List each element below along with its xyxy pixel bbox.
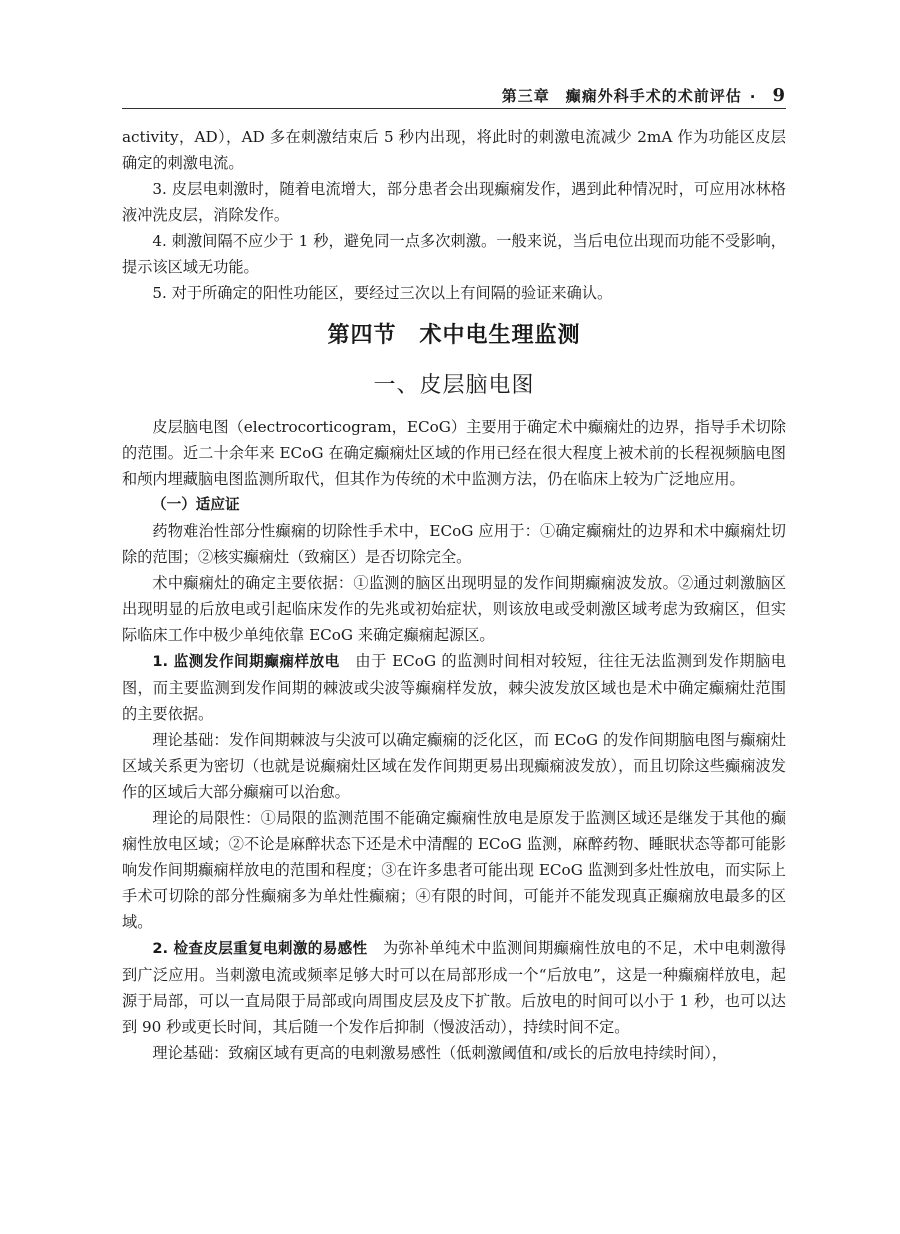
paragraph: 皮层脑电图（electrocorticogram，ECoG）主要用于确定术中癫痫灶的边界，指导手术切除的范围。近二十余年来 ECoG 在确定癫痫灶区域的作用已经在很大程度上被术前的长程视频脑电图和颅内埋藏脑电图监测所取代，但其作为传统的术中监测方法，仍在临床上较为广泛地应用。 xyxy=(122,418,786,488)
item-text: 由于 ECoG 的监测时间相对较短，往往无法监测到发作期脑电图，而主要监测到发作间期的棘波或尖波等癫痫样发放，棘尖波发放区域也是术中确定癫痫灶范围的主要依据。 xyxy=(122,652,787,723)
item-lead: 2. 检查皮层重复电刺激的易感性 xyxy=(152,940,368,957)
page-number: 9 xyxy=(772,85,786,106)
paragraph xyxy=(122,935,786,1040)
header-rule xyxy=(122,108,786,109)
paragraph: 理论基础：致痫区域有更高的电刺激易感性（低刺激阈值和/或长的后放电持续时间）， xyxy=(152,1044,728,1062)
paragraph: 理论的局限性：①局限的监测范围不能确定癫痫性放电是原发于监测区域还是继发于其他的癫痫性放电区域；②不论是麻醉状态下还是术中清醒的 ECoG 监测，麻醉药物、睡眠状态等都可能影响发作间期癫痫样放电的范围和程度；③在许多患者可能出现 ECoG 监测到多灶性放电，而实际上手术可切除的部分性癫痫多为单灶性癫痫；④有限的时间，可能并不能发现真正癫痫放电最多的区域。 xyxy=(122,809,786,931)
paragraph: 术中癫痫灶的确定主要依据：①监测的脑区出现明显的发作间期癫痫波发放。②通过刺激脑区出现明显的后放电或引起临床发作的先兆或初始症状，则该放电或受刺激区域考虑为致痫区，但实际临床工作中极少单纯依靠 ECoG 来确定癫痫起源区。 xyxy=(122,574,786,644)
item-lead: 1. 监测发作间期癫痫样放电 xyxy=(152,653,340,670)
section-title: 第四节 术中电生理监测 xyxy=(327,323,581,348)
indication-heading: （一）适应证 xyxy=(152,496,240,513)
page-body xyxy=(122,124,786,1066)
subsection-title: 一、皮层脑电图 xyxy=(373,373,535,398)
running-header xyxy=(122,76,786,106)
paragraph: 3. 皮层电刺激时，随着电流增大，部分患者会出现癫痫发作，遇到此种情况时，可应用冰林格液冲洗皮层，消除发作。 xyxy=(122,180,786,224)
item-text: 为弥补单纯术中监测间期癫痫性放电的不足，术中电刺激得到广泛应用。当刺激电流或频率足够大时可以在局部形成一个“后放电”，这是一种癫痫样放电，起源于局部，可以一直局限于局部或向周围皮层及皮下扩散。后放电的时间可以小于 1 秒，也可以达到 90 秒或更长时间，其后随一个发作后抑制（慢波活动），持续时间不定。 xyxy=(122,939,787,1036)
paragraph: 理论基础：发作间期棘波与尖波可以确定癫痫的泛化区，而 ECoG 的发作间期脑电图与癫痫灶区域关系更为密切（也就是说癫痫灶区域在发作间期更易出现癫痫波发放），而且切除这些癫痫波发作的区域后大部分癫痫可以治愈。 xyxy=(122,731,786,801)
paragraph xyxy=(122,648,786,727)
chapter-title: 癫痫外科手术的术前评估 xyxy=(565,87,742,105)
chapter-label: 第三章 xyxy=(501,87,550,105)
paragraph: activity，AD），AD 多在刺激结束后 5 秒内出现，将此时的刺激电流减少 2mA 作为功能区皮层确定的刺激电流。 xyxy=(122,128,786,172)
paragraph: 5. 对于所确定的阳性功能区，要经过三次以上有间隔的验证来确认。 xyxy=(152,284,613,302)
paragraph: 4. 刺激间隔不应少于 1 秒，避免同一点多次刺激。一般来说，当后电位出现而功能不受影响，提示该区域无功能。 xyxy=(122,232,786,276)
paragraph: 药物难治性部分性癫痫的切除性手术中，ECoG 应用于：①确定癫痫灶的边界和术中癫痫灶切除的范围；②核实癫痫灶（致痫区）是否切除完全。 xyxy=(122,522,786,566)
header-separator: · xyxy=(749,88,757,106)
